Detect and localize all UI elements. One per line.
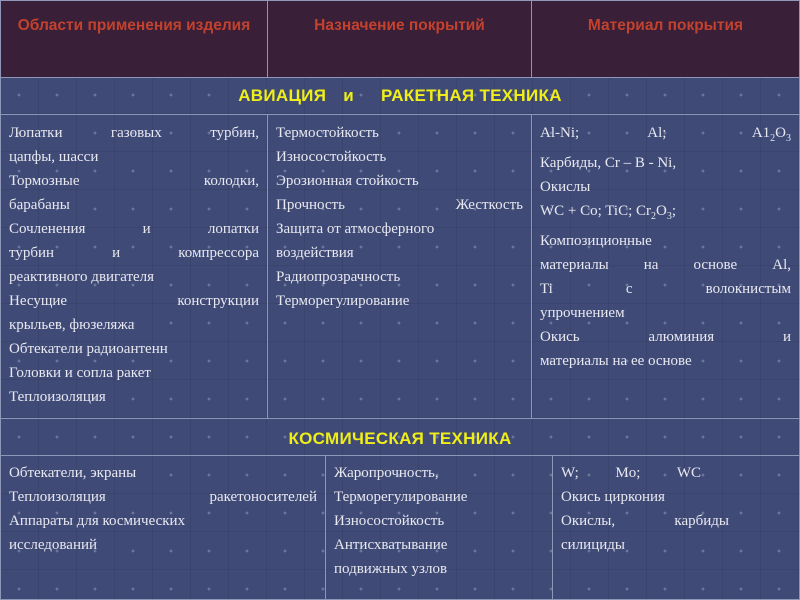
list-item: крыльев, фюзеляжа <box>9 317 135 333</box>
aviation-materials-cell <box>531 114 800 419</box>
list-item: воздействия <box>276 245 354 261</box>
list-item: Окислы <box>540 179 591 195</box>
header-purpose-label: Назначение покрытий <box>314 17 485 34</box>
list-item <box>561 509 729 533</box>
space-materials-cell <box>552 455 800 600</box>
list-item: Лопатки газовых турбин, <box>9 125 259 141</box>
list-item: Композиционные <box>540 233 652 249</box>
list-item: Сочленения и лопатки <box>9 221 259 237</box>
list-item: Защита от атмосферного <box>276 221 435 237</box>
formula-line: WC + Co; TiC; $Cr_2O_3$; <box>540 203 677 222</box>
list-item: упрочнением <box>540 305 625 321</box>
list-item: Головки и сопла ракет <box>9 365 151 381</box>
list-item: турбин и компрессора <box>9 245 259 261</box>
header-material-label: Материал покрытия <box>587 17 744 34</box>
formula-line: Al-Ni; Al; $A1_2O_3$ <box>540 125 791 144</box>
list-item: подвижных узлов <box>334 561 448 577</box>
list-item: Антисхватывание <box>334 537 448 553</box>
list-item: Эрозионная стойкость <box>276 173 419 189</box>
list-item: Прочность Жесткость <box>276 197 523 213</box>
space-purposes-cell <box>325 455 553 600</box>
list-item: Карбиды, Cr – B - Ni, <box>540 155 677 171</box>
list-item: Терморегулирование <box>276 293 410 309</box>
section-title-aviation <box>0 77 800 115</box>
section-title-aviation-left: АВИАЦИЯ <box>238 86 327 105</box>
list-item: Износостойкость <box>334 513 445 529</box>
list-item: Радиопрозрачность <box>276 269 401 285</box>
list-item: Аппараты для космических <box>9 513 186 529</box>
list-item: Обтекатели, экраны <box>9 465 137 481</box>
list-item: Жаропрочность, <box>334 465 439 481</box>
section-title-aviation-right: РАКЕТНАЯ ТЕХНИКА <box>381 86 562 105</box>
header-cell-material <box>531 0 800 78</box>
list-item: Обтекатели радиоантенн <box>9 341 168 357</box>
list-item: Окись циркония <box>561 489 665 505</box>
list-item <box>561 461 701 485</box>
list-item: барабаны <box>9 197 70 213</box>
section-title-space <box>0 418 800 456</box>
list-item: материалы на ее основе <box>540 353 692 369</box>
section-title-aviation-and: и <box>343 86 355 105</box>
list-item: исследований <box>9 537 98 553</box>
list-item: Термостойкость <box>276 125 379 141</box>
list-item: Окись алюминия и <box>540 329 791 345</box>
header-application-label: Области применения изделия <box>17 17 251 34</box>
list-item-text: W; Mo; WC <box>561 465 701 481</box>
list-item: Терморегулирование <box>334 489 468 505</box>
header-cell-purpose <box>267 0 532 78</box>
aviation-purposes-cell <box>267 114 532 419</box>
list-item: Износостойкость <box>276 149 387 165</box>
list-item: силициды <box>561 537 625 553</box>
list-item: реактивного двигателя <box>9 269 155 285</box>
list-item: цапфы, шасси <box>9 149 99 165</box>
list-item: Теплоизоляция ракетоносителей <box>9 489 317 505</box>
aviation-applications-cell <box>0 114 268 419</box>
list-item: Несущие конструкции <box>9 293 259 309</box>
list-item: Ti с волокнистым <box>540 281 791 297</box>
space-applications-cell <box>0 455 326 600</box>
section-title-space-label: КОСМИЧЕСКАЯ ТЕХНИКА <box>288 429 512 448</box>
list-item: материалы на основе Al, <box>540 257 791 273</box>
header-cell-application <box>0 0 268 78</box>
list-item: Теплоизоляция <box>9 389 106 405</box>
list-item-text: Окислы, карбиды <box>561 513 729 529</box>
list-item: Тормозные колодки, <box>9 173 259 189</box>
